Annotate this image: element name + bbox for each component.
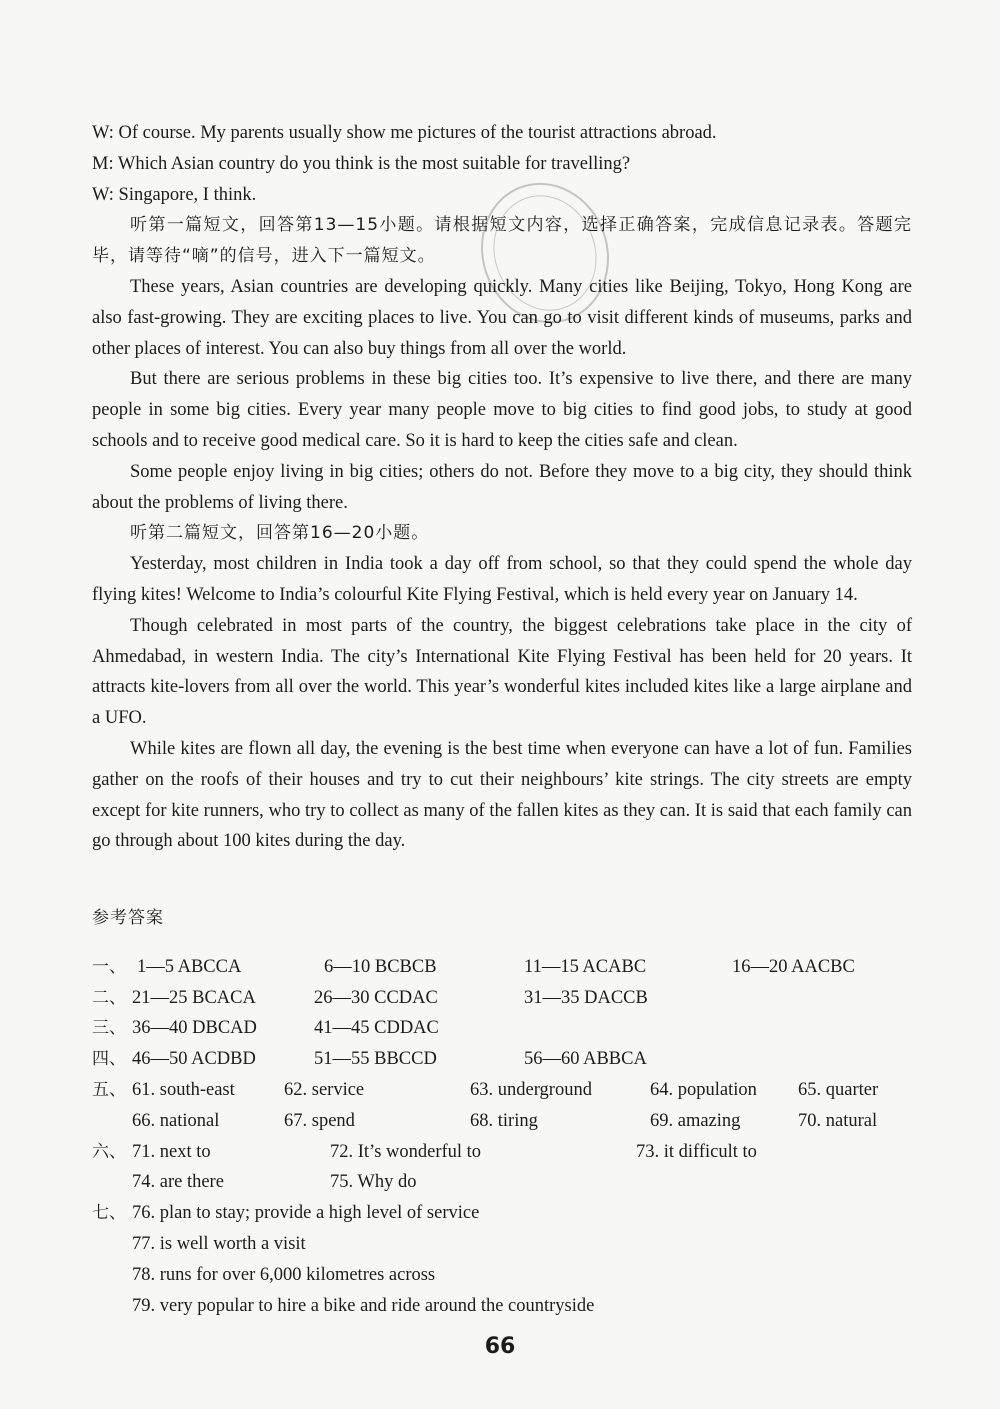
- answer-item: 72. It’s wonderful to: [330, 1141, 482, 1162]
- passage-1-paragraph: Some people enjoy living in big cities; others do not. Before they move to a big city, they should think about the problems of living there.: [92, 461, 912, 513]
- answer-row-7: [92, 1229, 912, 1260]
- answer-item: 56—60 ABBCA: [524, 1049, 647, 1070]
- section-label: 二、: [92, 987, 126, 1008]
- answer-item: 1—5 ABCCA: [137, 956, 242, 977]
- listening-script: [92, 118, 912, 857]
- answer-item: 73. it difficult to: [636, 1141, 757, 1162]
- answer-row-7: [92, 1260, 912, 1291]
- answer-heading: 参考答案: [92, 908, 164, 928]
- passage-2-paragraph: While kites are flown all day, the evening is the best time when everyone can have a lot of fun. Families gather on the roofs of their houses and try to cut their neighbours’ kite strings. The city streets are empty except for kite runners, who try to collect as many of the fallen kites as they can. It is said that each family can go through about 100 kites during the day.: [92, 738, 912, 852]
- section-label: 七、: [92, 1203, 126, 1224]
- section-label: 一、: [92, 956, 126, 977]
- answer-item: 79. very popular to hire a bike and ride around the countryside: [132, 1295, 595, 1316]
- answer-item: 63. underground: [470, 1079, 592, 1100]
- section-label: 五、: [92, 1079, 126, 1100]
- passage-2-paragraph: Yesterday, most children in India took a day off from school, so that they could spend the whole day flying kites! Welcome to India’s colourful Kite Flying Festival, which is held every year on January 14.: [92, 554, 912, 605]
- answer-item: 21—25 BCACA: [132, 987, 256, 1008]
- answer-row-3: [92, 1013, 912, 1044]
- answer-row-7: [92, 1198, 912, 1229]
- answer-item: 77. is well worth a visit: [132, 1233, 306, 1254]
- page-number: 66: [484, 1334, 516, 1359]
- answer-item: 31—35 DACCB: [524, 987, 648, 1008]
- dialogue-line: M: Which Asian country do you think is the most suitable for travelling?: [92, 153, 631, 174]
- answer-row-4: [92, 1044, 912, 1075]
- section-label: 四、: [92, 1049, 126, 1070]
- answer-row-2: [92, 983, 912, 1014]
- answer-item: 6—10 BCBCB: [324, 956, 437, 977]
- answer-row-1: [92, 952, 912, 983]
- answer-row-6b: [92, 1167, 912, 1198]
- answer-item: 16—20 AACBC: [732, 956, 855, 977]
- answer-row-5a: [92, 1075, 912, 1106]
- answer-item: 70. natural: [798, 1110, 878, 1131]
- answer-item: 68. tiring: [470, 1110, 538, 1131]
- answer-item: 66. national: [132, 1110, 220, 1131]
- answer-item: 11—15 ACABC: [524, 956, 647, 977]
- answer-item: 78. runs for over 6,000 kilometres across: [132, 1264, 436, 1285]
- section-label: 六、: [92, 1141, 126, 1162]
- answer-item: 64. population: [650, 1079, 757, 1100]
- answer-item: 26—30 CCDAC: [314, 987, 438, 1008]
- answer-item: 76. plan to stay; provide a high level of service: [132, 1203, 480, 1224]
- answer-item: 67. spend: [284, 1110, 355, 1131]
- dialogue-line: W: Of course. My parents usually show me pictures of the tourist attractions abroad.: [92, 123, 717, 143]
- instruction-passage-1: 听第一篇短文，回答第13—15小题。请根据短文内容，选择正确答案，完成信息记录表。答题完毕，请等待“嘀”的信号，进入下一篇短文。: [92, 215, 912, 267]
- answer-item: 41—45 CDDAC: [314, 1018, 439, 1039]
- answer-item: 65. quarter: [798, 1079, 879, 1100]
- answer-item: 61. south-east: [132, 1079, 235, 1100]
- answer-row-5b: [92, 1106, 912, 1137]
- answer-row-6a: [92, 1137, 912, 1168]
- instruction-passage-2: 听第二篇短文，回答第16—20小题。: [130, 523, 430, 544]
- section-label: 三、: [92, 1018, 126, 1039]
- answer-key: [92, 908, 912, 1321]
- answer-item: 74. are there: [132, 1172, 224, 1193]
- dialogue-line: W: Singapore, I think.: [92, 184, 257, 205]
- passage-1-paragraph: These years, Asian countries are developing quickly. Many cities like Beijing, Tokyo, Hong Kong are also fast-growing. They are exciting places to live. You can go to visit different kinds of museums, parks and other places of interest. You can also buy things from all over the world.: [92, 276, 912, 359]
- passage-2-paragraph: Though celebrated in most parts of the country, the biggest celebrations take place in the city of Ahmedabad, in western India. The city’s International Kite Flying Festival has been held for 20 years. It attracts kite-lovers from all over the world. This year’s wonderful kites included kites like a large airplane and a UFO.: [92, 615, 912, 729]
- answer-item: 46—50 ACDBD: [132, 1049, 256, 1070]
- answer-row-7: [92, 1291, 912, 1322]
- answer-item: 36—40 DBCAD: [132, 1018, 257, 1039]
- answer-item: 62. service: [284, 1079, 365, 1100]
- passage-1-paragraph: But there are serious problems in these big cities too. It’s expensive to live there, and there are many people in some big cities. Every year many people move to big cities to find good jobs, to study at good schools and to receive good medical care. So it is hard to keep the cities safe and clean.: [92, 369, 912, 451]
- answer-item: 71. next to: [132, 1141, 211, 1162]
- answer-item: 69. amazing: [650, 1110, 741, 1131]
- answer-item: 51—55 BBCCD: [314, 1049, 437, 1070]
- answer-item: 75. Why do: [330, 1172, 417, 1193]
